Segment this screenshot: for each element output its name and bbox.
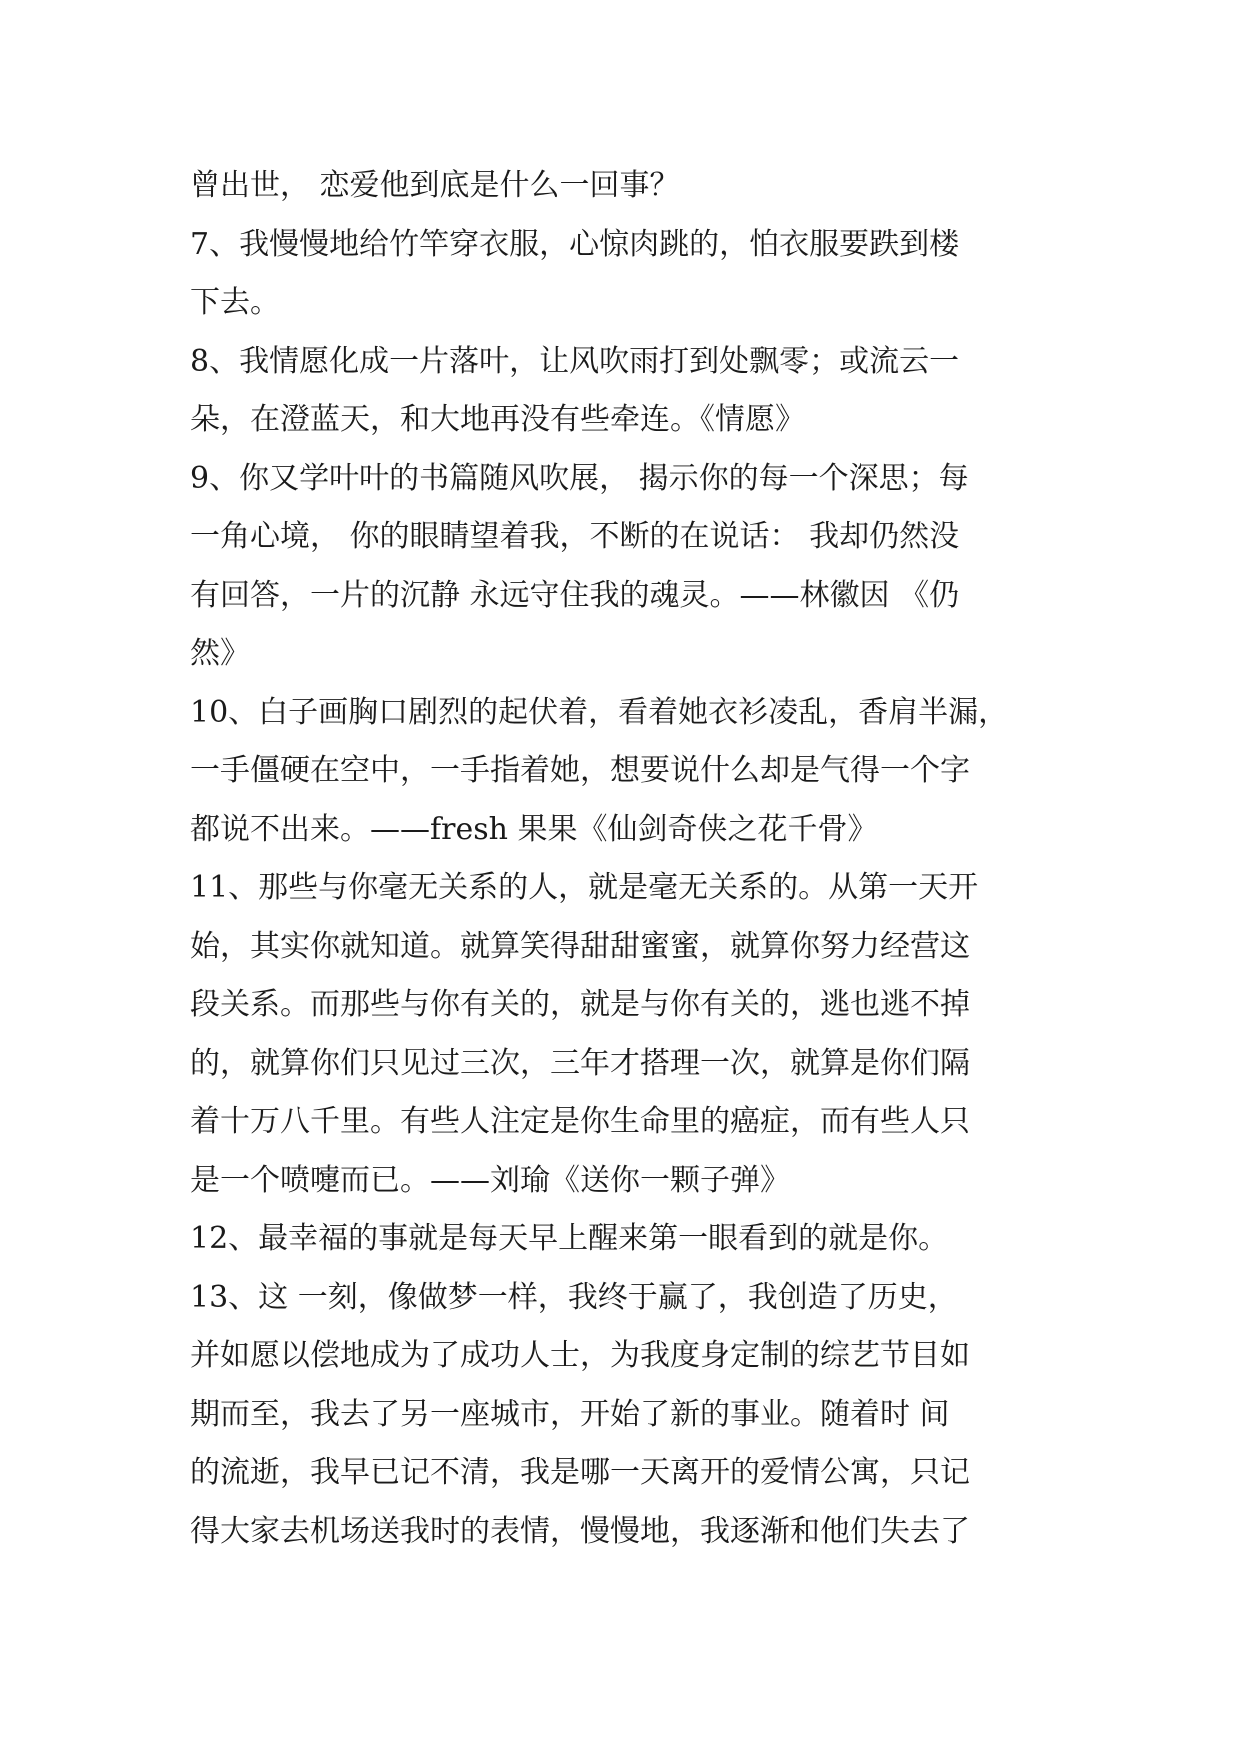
text-line: 然》 xyxy=(190,636,250,671)
text-line: 下去。 xyxy=(190,285,280,320)
text-line: 朵，在澄蓝天，和大地再没有些牵连。《情愿》 xyxy=(190,402,805,437)
text-line: 得大家去机场送我时的表情，慢慢地，我逐渐和他们失去了 xyxy=(190,1513,970,1549)
text-line: 期而至，我去了另一座城市，开始了新的事业。随着时 间 xyxy=(190,1396,950,1432)
text-line: 曾出世， 恋爱他到底是什么一回事？ xyxy=(190,168,680,203)
text-line: 有回答，一片的沉静 永远守住我的魂灵。——林徽因 《仍 xyxy=(190,577,960,613)
text-line: 11、那些与你毫无关系的人，就是毫无关系的。从第一天开 xyxy=(190,870,979,905)
text-line: 一角心境， 你的眼睛望着我，不断的在说话： 我却仍然没 xyxy=(190,519,960,554)
text-line: 12、最幸福的事就是每天早上醒来第一眼看到的就是你。 xyxy=(190,1221,949,1256)
text-line: 8、我情愿化成一片落叶，让风吹雨打到处飘零；或流云一 xyxy=(190,343,960,379)
text-line: 都说不出来。——fresh 果果《仙剑奇侠之花千骨》 xyxy=(190,811,878,847)
text-line: 段关系。而那些与你有关的，就是与你有关的，逃也逃不掉 xyxy=(190,987,970,1022)
text-line: 着十万八千里。有些人注定是你生命里的癌症，而有些人只 xyxy=(190,1104,970,1139)
text-line: 的流逝，我早已记不清，我是哪一天离开的爱情公寓，只记 xyxy=(190,1455,970,1490)
text-line: 是一个喷嚏而已。——刘瑜《送你一颗子弹》 xyxy=(190,1162,790,1198)
text-line: 7、我慢慢地给竹竿穿衣服，心惊肉跳的，怕衣服要跌到楼 xyxy=(190,226,960,262)
document-body xyxy=(190,157,1050,1561)
text-line: 10、白子画胸口剧烈的起伏着，看着她衣衫凌乱，香肩半漏， xyxy=(190,694,1009,730)
text-line: 13、这 一刻，像做梦一样，我终于赢了，我创造了历史， xyxy=(190,1279,958,1315)
text-line: 并如愿以偿地成为了成功人士，为我度身定制的综艺节目如 xyxy=(190,1338,970,1373)
text-line: 9、你又学叶叶的书篇随风吹展， 揭示你的每一个深思；每 xyxy=(190,460,969,496)
text-line: 始，其实你就知道。就算笑得甜甜蜜蜜，就算你努力经营这 xyxy=(190,928,970,964)
text-line: 的，就算你们只见过三次，三年才搭理一次，就算是你们隔 xyxy=(190,1045,970,1081)
text-line: 一手僵硬在空中，一手指着她，想要说什么却是气得一个字 xyxy=(190,753,970,788)
